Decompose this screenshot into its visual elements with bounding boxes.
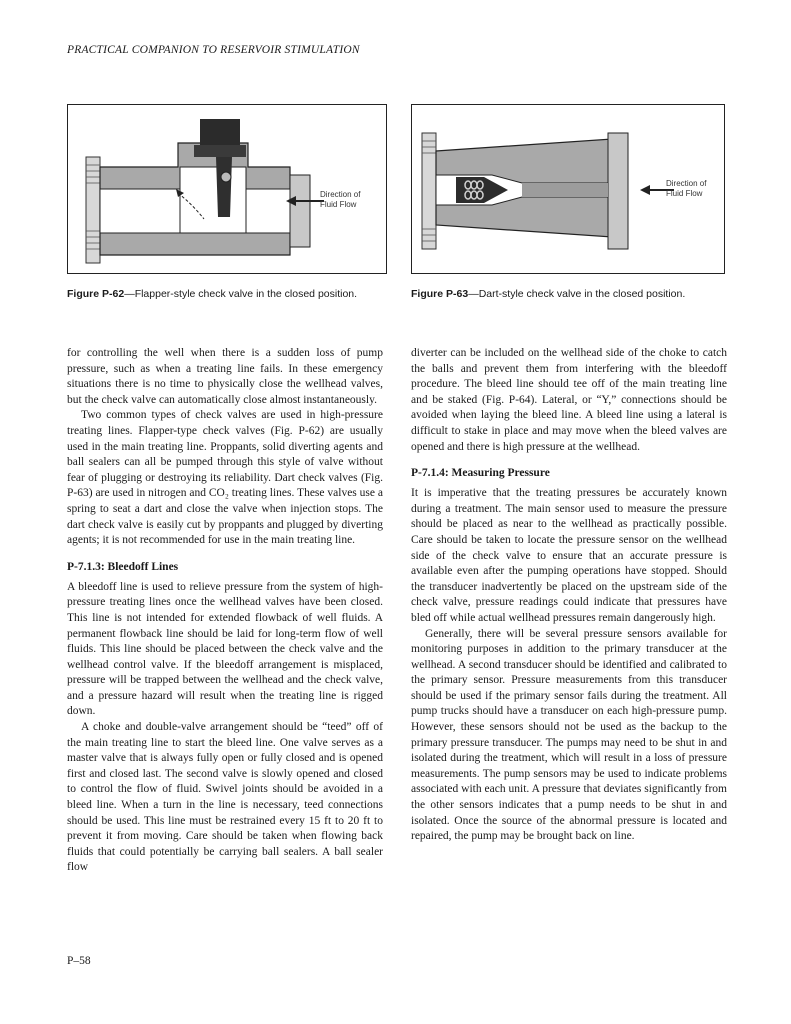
caption-text: —Flapper-style check valve in the closed position. xyxy=(124,288,358,300)
paragraph: diverter can be included on the wellhead side of the choke to catch the balls and prevent them from interfering with the bleedoff procedure. The bleed line should tee off of the main treating line and be staked (Fig. P-64). Lateral, or “Y,” connections should be avoided when laying the bleed line. A bleed line using a lateral is difficult to stake in place and may move when the bleed valves are opened and there is high pressure at the wellhead. xyxy=(411,347,727,453)
paragraph: for controlling the well when there is a sudden loss of pump pressure, such as when a treating line fails. In these emergency situations there is no time to physically close the wellhead valves, but the check valve can automatically close almost instantaneously. xyxy=(67,347,383,406)
figure-caption-p63 xyxy=(411,288,731,301)
flow-direction-label-line1: Direction of xyxy=(320,190,361,199)
flow-direction-label-line2: Fluid Flow xyxy=(666,189,703,198)
right-text-column xyxy=(411,346,727,845)
left-text-column xyxy=(67,346,383,876)
paragraph: Two common types of check valves are used in high-pressure treating lines. Flapper-type check valves (Fig. P-62) are usually used in the main treating line. Proppants, solid diverting agents and ball sealers can all be pumped through this style of valve without fear of plugging or destroying its reliability. Dart check valves (Fig. P-63) are used in nitrogen and CO₂ treating lines. These valves use a spring to seat a dart and close the valve when injection stops. The dart check valve is easily cut by proppants and plugged by diverting agents; it is not recommended for use in the main treating line. xyxy=(67,409,383,547)
caption-number: Figure P-62 xyxy=(67,288,125,300)
figure-caption-p62 xyxy=(67,288,385,301)
page-number: P–58 xyxy=(67,955,91,967)
dart-valve-illustration xyxy=(412,105,724,273)
paragraph: A bleedoff line is used to relieve pressure from the system of high-pressure treating lines once the wellhead valves have been closed. This line is not intended for extended flowback of well fluids. A permanent flowback line should be laid for long-term flow of well fluids. This line should be placed between the check valve and the wellhead control valve. If the bleedoff arrangement is misplaced, pressure will be trapped between the wellhead and the check valve, and a pressure hazard will result when the treating line is rigged down. xyxy=(67,580,383,718)
paragraph: Generally, there will be several pressure sensors available for monitoring purposes in addition to the primary transducer at the wellhead. A second transducer should be identified and calibrated to the primary sensor. Pressure measurements from this transducer should be used if the primary sensor fails during the treatment. All pump trucks should have a transducer on each high-pressure pump. However, these sensors should not be used as the backup to the primary pressure transducer. The pumps may need to be shut in and isolated during the treatment, which will result in a loss of pressure measurements. The pump sensors may be used to indicate problems associated with each unit. A pressure that deviates significantly from the other sensors indicates that a pump needs to be shut in and isolated. Once the source of the abnormal pressure is located and repaired, the pump may be brought back on line. xyxy=(411,627,727,843)
figure-dart-check-valve xyxy=(411,104,725,274)
paragraph: It is imperative that the treating pressures be accurately known during a treatment. The main sensor used to measure the pressure should be placed as near to the wellhead as practically possible. Care should be taken to locate the pressure sensor on the wellhead side of the check valve to ensure that an accurate pressure is available even after the pumping operations have stopped. Should the transducer inadvertently be placed on the upstream side of the check valve, pressure readings could indicate that pressures have bled off while actual wellhead pressures remain dangerously high. xyxy=(411,487,727,624)
flow-direction-label-line2: Fluid Flow xyxy=(320,200,357,209)
figure-flapper-check-valve xyxy=(67,104,387,274)
section-heading-measuring-pressure: P-7.1.4: Measuring Pressure xyxy=(411,467,550,480)
flapper-valve-illustration xyxy=(68,105,386,273)
running-head: PRACTICAL COMPANION TO RESERVOIR STIMULATION xyxy=(67,44,360,56)
caption-number: Figure P-63 xyxy=(411,288,469,300)
flow-direction-label-line1: Direction of xyxy=(666,179,707,188)
section-heading-bleedoff-lines: P-7.1.3: Bleedoff Lines xyxy=(67,560,179,573)
caption-text: —Dart-style check valve in the closed position. xyxy=(468,288,686,300)
paragraph: A choke and double-valve arrangement should be “teed” off of the main treating line to start the bleed line. One valve serves as a master valve that is always fully open or fully closed and is opened first and closed last. The second valve is slowly opened and closed to control the flow of fluid. Swivel joints should be avoided in a bleed line. When a turn in the line is necessary, teed connections should be used. This line must be restrained every 15 ft to 20 ft to prevent it from moving. Care should be taken when flowing back fluids that could potentially be carrying ball sealers. A ball sealer flow xyxy=(67,721,383,874)
